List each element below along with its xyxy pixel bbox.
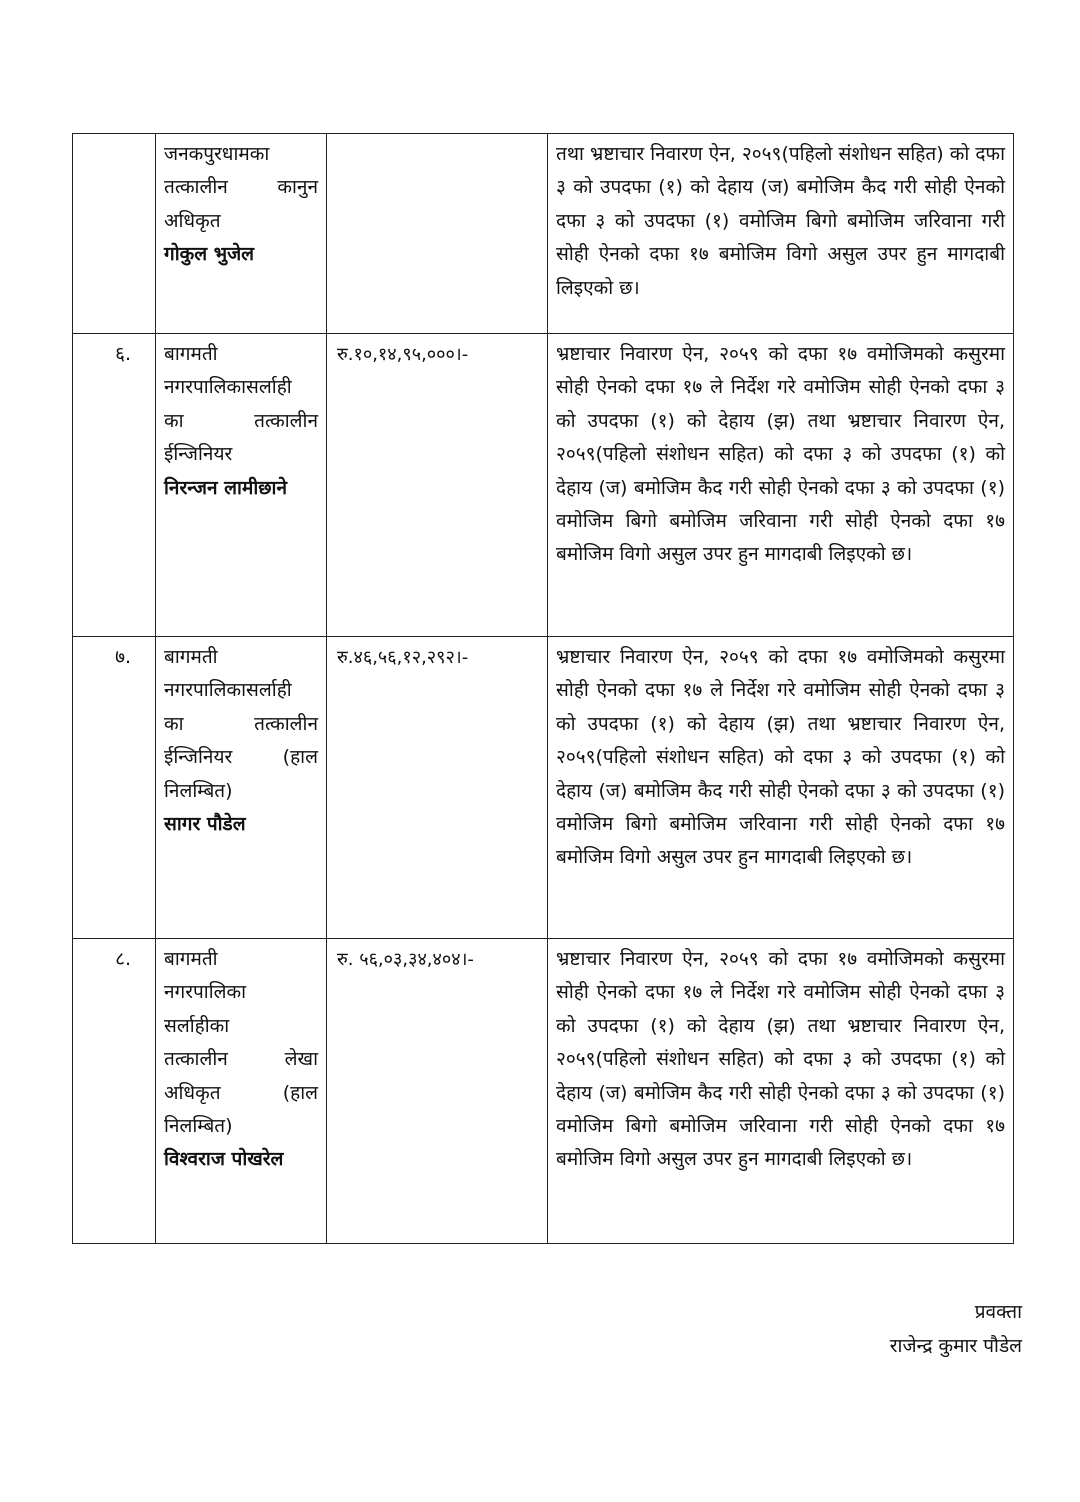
accused-name-line: जनकपुरधामका xyxy=(164,143,270,165)
accused-person-name: विश्वराज पोखरेल xyxy=(164,1148,284,1171)
row-number: ६. xyxy=(73,334,156,637)
accused-person-name: सागर पौडेल xyxy=(164,813,246,836)
accused-name-line: अधिकृत (हाल xyxy=(164,1081,318,1104)
table-row xyxy=(73,334,1014,637)
accused-cell xyxy=(156,939,327,1244)
row-number xyxy=(73,134,156,334)
charge-description: तथा भ्रष्टाचार निवारण ऐन, २०५९(पहिलो संशोधन सहित) को दफा ३ को उपदफा (१) को देहाय (ज) बमोजिम कैद गरी सोही ऐनको दफा ३ को उपदफा (१) वमोजिम बिगो बमोजिम जरिवाना गरी सोही ऐनको दफा १७ बमोजिम विगो असुल उपर हुन मागदाबी लिइएको छ। xyxy=(548,134,1014,334)
spokesperson-designation: प्रवक्ता xyxy=(974,1301,1022,1323)
row-number: ७. xyxy=(73,637,156,939)
accused-name-line: तत्कालीन लेखा xyxy=(164,1048,318,1071)
accused-name-line: ईन्जिनियर xyxy=(164,443,233,466)
accused-cell xyxy=(156,334,327,637)
accused-name-line: तत्कालीन कानुन xyxy=(164,176,318,199)
accused-name-line: बागमती xyxy=(164,343,218,365)
charge-description: भ्रष्टाचार निवारण ऐन, २०५९ को दफा १७ वमोजिमको कसुरमा सोही ऐनको दफा १७ ले निर्देश गरे वमोजिम सोही ऐनको दफा ३ को उपदफा (१) को देहाय (झ) तथा भ्रष्टाचार निवारण ऐन, २०५९(पहिलो संशोधन सहित) को दफा ३ को उपदफा (१) को देहाय (ज) बमोजिम कैद गरी सोही ऐनको दफा ३ को उपदफा (१) वमोजिम बिगो बमोजिम जरिवाना गरी सोही ऐनको दफा १७ बमोजिम विगो असुल उपर हुन मागदाबी लिइएको छ। xyxy=(548,637,1014,939)
accused-name-line: अधिकृत xyxy=(164,209,221,232)
accused-name-line: बागमती xyxy=(164,948,218,970)
accused-name-line: निलम्बित) xyxy=(164,1115,233,1138)
claim-amount: रु.४६,५६,१२,२९२।- xyxy=(327,637,548,939)
table-row xyxy=(73,637,1014,939)
accused-person-name: निरन्जन लामीछाने xyxy=(164,476,288,499)
spokesperson-name: राजेन्द्र कुमार पौडेल xyxy=(889,1335,1022,1357)
accused-cell xyxy=(156,134,327,334)
charge-description: भ्रष्टाचार निवारण ऐन, २०५९ को दफा १७ वमोजिमको कसुरमा सोही ऐनको दफा १७ ले निर्देश गरे वमोजिम सोही ऐनको दफा ३ को उपदफा (१) को देहाय (झ) तथा भ्रष्टाचार निवारण ऐन, २०५९(पहिलो संशोधन सहित) को दफा ३ को उपदफा (१) को देहाय (ज) बमोजिम कैद गरी सोही ऐनको दफा ३ को उपदफा (१) वमोजिम बिगो बमोजिम जरिवाना गरी सोही ऐनको दफा १७ बमोजिम विगो असुल उपर हुन मागदाबी लिइएको छ। xyxy=(548,939,1014,1244)
table-row xyxy=(73,134,1014,334)
accused-name-line: नगरपालिकासर्लाही xyxy=(164,376,292,399)
table-row xyxy=(73,939,1014,1244)
accused-name-line: का तत्कालीन xyxy=(164,712,318,735)
accused-name-line: नगरपालिकासर्लाही xyxy=(164,679,292,702)
accused-name-line: निलम्बित) xyxy=(164,779,233,802)
row-number: ८. xyxy=(73,939,156,1244)
accused-name-line: नगरपालिका xyxy=(164,981,247,1004)
accused-person-name: गोकुल भुजेल xyxy=(164,243,255,266)
signature-block xyxy=(890,1295,1022,1363)
claim-amount xyxy=(327,134,548,334)
accused-cell xyxy=(156,637,327,939)
accused-name-line: बागमती xyxy=(164,646,218,668)
accused-name-line: का तत्कालीन xyxy=(164,409,318,432)
charges-table xyxy=(72,133,1014,1244)
claim-amount: रु. ५६,०३,३४,४०४।- xyxy=(327,939,548,1244)
claim-amount: रु.१०,१४,९५,०००।- xyxy=(327,334,548,637)
accused-name-line: सर्लाहीका xyxy=(164,1014,230,1037)
accused-name-line: ईन्जिनियर (हाल xyxy=(164,746,318,769)
charge-description: भ्रष्टाचार निवारण ऐन, २०५९ को दफा १७ वमोजिमको कसुरमा सोही ऐनको दफा १७ ले निर्देश गरे वमोजिम सोही ऐनको दफा ३ को उपदफा (१) को देहाय (झ) तथा भ्रष्टाचार निवारण ऐन, २०५९(पहिलो संशोधन सहित) को दफा ३ को उपदफा (१) को देहाय (ज) बमोजिम कैद गरी सोही ऐनको दफा ३ को उपदफा (१) वमोजिम बिगो बमोजिम जरिवाना गरी सोही ऐनको दफा १७ बमोजिम विगो असुल उपर हुन मागदाबी लिइएको छ। xyxy=(548,334,1014,637)
